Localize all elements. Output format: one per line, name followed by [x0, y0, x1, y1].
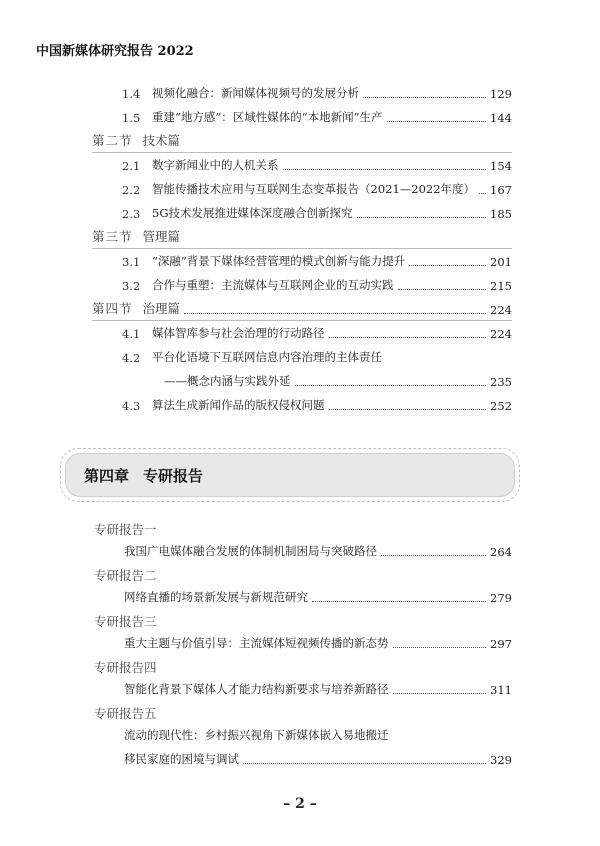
- report-title: 重大主题与价值引导：主流媒体短视频传播的新态势: [124, 636, 389, 650]
- toc-entry-number: 1.5: [122, 111, 141, 125]
- toc-entry-title: 算法生成新闻作品的版权侵权问题: [152, 398, 325, 412]
- toc-section-heading: [0, 130, 600, 152]
- toc-entry-title: 重建“地方感”：区域性媒体的“本地新闻”生产: [152, 110, 383, 124]
- toc-entry-title: 智能传播技术应用与互联网生态变革报告（2021—2022年度）: [152, 182, 476, 196]
- leader-dots: [312, 601, 486, 602]
- toc-entry-title: 媒体智库参与社会治理的行动路径: [152, 326, 325, 340]
- toc-entry-number: 4.1: [122, 327, 141, 341]
- section-divider: [92, 320, 512, 321]
- toc-entry: [0, 82, 600, 104]
- leader-dots: [479, 193, 486, 194]
- toc-entry-number: 2.2: [122, 183, 141, 197]
- report-entry: [0, 632, 600, 654]
- toc-entry: [0, 274, 600, 296]
- toc-entry-title: ——概念内涵与实践外延: [164, 374, 291, 388]
- leader-dots: [409, 265, 486, 266]
- report-entry: [0, 586, 600, 608]
- report-title: 我国广电媒体融合发展的体制机制困局与突破路径: [124, 544, 377, 558]
- toc-entry-page: 144: [490, 111, 512, 125]
- report-title: 流动的现代性：乡村振兴视角下新媒体嵌入易地搬迁: [124, 728, 389, 742]
- toc-entry-number: 2.1: [122, 159, 141, 173]
- toc-entry-page: 215: [490, 279, 512, 293]
- leader-dots: [363, 97, 486, 98]
- toc-section-heading: [0, 298, 600, 320]
- toc-entry-page: 224: [490, 327, 512, 341]
- report-label: 专研报告三: [94, 614, 157, 629]
- report-label: 专研报告二: [94, 568, 157, 583]
- toc-entry-number: 1.4: [122, 87, 141, 101]
- leader-dots: [329, 337, 486, 338]
- leader-dots: [283, 169, 486, 170]
- toc-entry-page: 201: [490, 255, 512, 269]
- report-label: 专研报告五: [94, 706, 157, 721]
- leader-dots: [393, 647, 486, 648]
- toc-entry-number: 3.2: [122, 279, 141, 293]
- toc-entry-number: 3.1: [122, 255, 141, 269]
- section-label: 第四节: [92, 301, 133, 316]
- toc-entry: [0, 370, 600, 392]
- leader-dots: [243, 763, 486, 764]
- section-divider: [92, 152, 512, 153]
- toc-entry-title: 5G技术发展推进媒体深度融合创新探究: [152, 206, 353, 220]
- report-title: 移民家庭的困境与调试: [124, 752, 239, 766]
- section-heading: [92, 299, 180, 317]
- section-heading: [92, 227, 180, 245]
- leader-dots: [398, 289, 486, 290]
- toc-entry: [0, 322, 600, 344]
- section-label: 第二节: [92, 133, 133, 148]
- report-entry: [0, 748, 600, 770]
- report-label: 专研报告一: [94, 522, 157, 537]
- section-page: 224: [490, 303, 512, 317]
- toc-entry-number: 4.3: [122, 399, 141, 413]
- toc-entry-number: 4.2: [122, 351, 141, 365]
- report-page: 329: [490, 753, 512, 767]
- toc-section-heading: [0, 226, 600, 248]
- report-title: 智能化背景下媒体人才能力结构新要求与培养新路径: [124, 682, 389, 696]
- toc-entry-page: 235: [490, 375, 512, 389]
- toc-entry-page: 252: [490, 399, 512, 413]
- toc-entry-title: 视频化融合：新闻媒体视频号的发展分析: [152, 86, 359, 100]
- section-divider: [92, 248, 512, 249]
- toc-entry-page: 185: [490, 207, 512, 221]
- toc-entry-title: 平台化语境下互联网信息内容治理的主体责任: [152, 350, 382, 364]
- report-entry: [0, 724, 600, 746]
- toc-entry: [0, 202, 600, 224]
- section-heading: [92, 131, 180, 149]
- chapter-label: 第四章: [84, 467, 130, 485]
- toc-entry: [0, 346, 600, 368]
- report-entry: [0, 678, 600, 700]
- section-title: 管理篇: [142, 229, 181, 244]
- toc-entry-title: 数字新闻业中的人机关系: [152, 158, 279, 172]
- toc-entry: [0, 154, 600, 176]
- report-page: 297: [490, 637, 512, 651]
- report-label: 专研报告四: [94, 660, 157, 675]
- report-title: 网络直播的场景新发展与新规范研究: [124, 590, 308, 604]
- chapter-heading-box: [66, 454, 514, 496]
- toc-entry-page: 167: [490, 183, 512, 197]
- toc-entry-title: “深融”背景下媒体经营管理的模式创新与能力提升: [152, 254, 406, 268]
- toc-entry-page: 154: [490, 159, 512, 173]
- toc-entry-title: 合作与重塑：主流媒体与互联网企业的互动实践: [152, 278, 394, 292]
- section-label: 第三节: [92, 229, 133, 244]
- toc-entry-number: 2.3: [122, 207, 141, 221]
- chapter-name: 专研报告: [143, 467, 204, 485]
- leader-dots: [387, 121, 486, 122]
- chapter-title: [84, 465, 203, 486]
- running-header: 中国新媒体研究报告 2022: [36, 44, 194, 59]
- report-page: 264: [490, 545, 512, 559]
- toc-entry: [0, 394, 600, 416]
- page-number: – 2 –: [283, 796, 317, 812]
- leader-dots: [329, 409, 486, 410]
- leader-dots: [295, 385, 486, 386]
- toc-entry: [0, 106, 600, 128]
- leader-dots: [381, 555, 486, 556]
- toc-entry-page: 129: [490, 87, 512, 101]
- report-entry: [0, 540, 600, 562]
- report-page: 279: [490, 591, 512, 605]
- leader-dots: [357, 217, 486, 218]
- section-title: 技术篇: [142, 133, 181, 148]
- report-page: 311: [490, 683, 512, 697]
- toc-entry: [0, 178, 600, 200]
- leader-dots: [393, 693, 486, 694]
- leader-dots: [184, 313, 486, 314]
- section-title: 治理篇: [142, 301, 181, 316]
- toc-entry: [0, 250, 600, 272]
